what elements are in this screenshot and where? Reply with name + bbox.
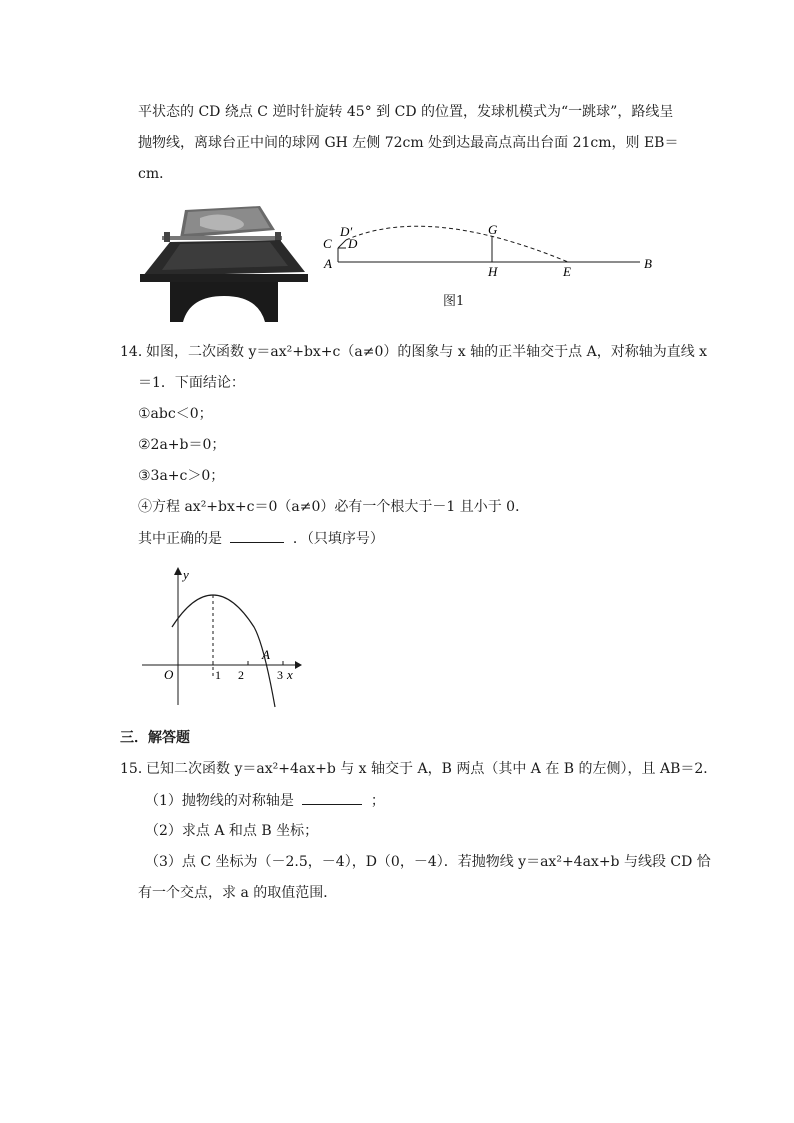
q13-text-line1: 平状态的 CD 绕点 C 逆时针旋转 45° 到 CD 的位置，发球机模式为“一跳球”，路线呈 — [138, 104, 674, 120]
parabola-curve — [172, 595, 275, 707]
q14-conclusion-2: ②2a+b＝0； — [138, 437, 226, 453]
axis-label-x: x — [287, 667, 293, 682]
q14-stem-line1: 如图，二次函数 y＝ax²+bx+c（a≠0）的图象与 x 轴的正半轴交于点 A，对称轴为直线 x — [146, 344, 708, 360]
q14-conclusion-1: ①abc＜0； — [138, 406, 213, 422]
q15-part3-line1: （3）点 C 坐标为（－2.5，－4），D（0，－4）．若抛物线 y＝ax²+4ax+b 与线段 CD 恰 — [145, 854, 711, 870]
serving-machine-photo — [140, 200, 310, 325]
q15-stem: 已知二次函数 y＝ax²+4ax+b 与 x 轴交于 A，B 两点（其中 A 在 B 的左侧），且 AB＝2． — [146, 761, 718, 777]
q14-ask-post: ．（只填序号） — [292, 531, 384, 547]
label-a: A — [324, 256, 332, 271]
label-b: B — [644, 256, 652, 271]
q15-p1-pre: （1）抛物线的对称轴是 — [145, 793, 294, 809]
q15-part1 — [145, 790, 385, 811]
section3-title: 三．解答题 — [120, 730, 190, 746]
axis-label-y: y — [183, 567, 189, 582]
label-d: D — [348, 236, 358, 251]
q13-text-line2: 抛物线，离球台正中间的球网 GH 左侧 72cm 处到达最高点高出台面 21cm，则 EB＝ — [138, 135, 679, 151]
label-c: C — [323, 236, 332, 251]
segment-cd-prime — [338, 240, 346, 248]
origin-label: O — [164, 667, 174, 682]
label-e: E — [563, 264, 571, 279]
y-axis-arrow — [174, 567, 182, 575]
q14-answer-blank[interactable] — [230, 528, 284, 543]
tick-label-3: 3 — [277, 668, 283, 682]
q14-ask-pre: 其中正确的是 — [138, 531, 222, 547]
q15-number: 15． — [120, 761, 152, 777]
q15-part2: （2）求点 A 和点 B 坐标； — [145, 823, 319, 839]
ball-path — [346, 226, 568, 262]
q14-stem-line2: ＝1．下面结论： — [138, 375, 245, 391]
q13-text-line3: cm． — [138, 166, 174, 182]
q15-part3-line2: 有一个交点，求 a 的取值范围． — [138, 885, 338, 901]
q15-answer-blank[interactable] — [302, 790, 362, 805]
q14-answer-prompt — [138, 528, 384, 549]
label-g: G — [488, 222, 498, 237]
tick-label-2: 2 — [238, 668, 244, 682]
label-d-prime: D′ — [340, 224, 353, 239]
q14-number: 14． — [120, 344, 152, 360]
label-h: H — [488, 264, 498, 279]
tick-label-1: 1 — [215, 668, 221, 682]
q14-conclusion-3: ③3a+c＞0； — [138, 468, 225, 484]
q14-parabola-graph — [140, 565, 305, 710]
q15-p1-post: ； — [370, 793, 385, 809]
point-a-label: A — [262, 647, 270, 662]
q14-conclusion-4: ④方程 ax²+bx+c＝0（a≠0）必有一个根大于－1 且小于 0． — [138, 499, 530, 515]
x-axis-arrow — [295, 661, 302, 669]
figure1-caption: 图1 — [443, 294, 465, 309]
figure1-diagram — [318, 218, 663, 288]
